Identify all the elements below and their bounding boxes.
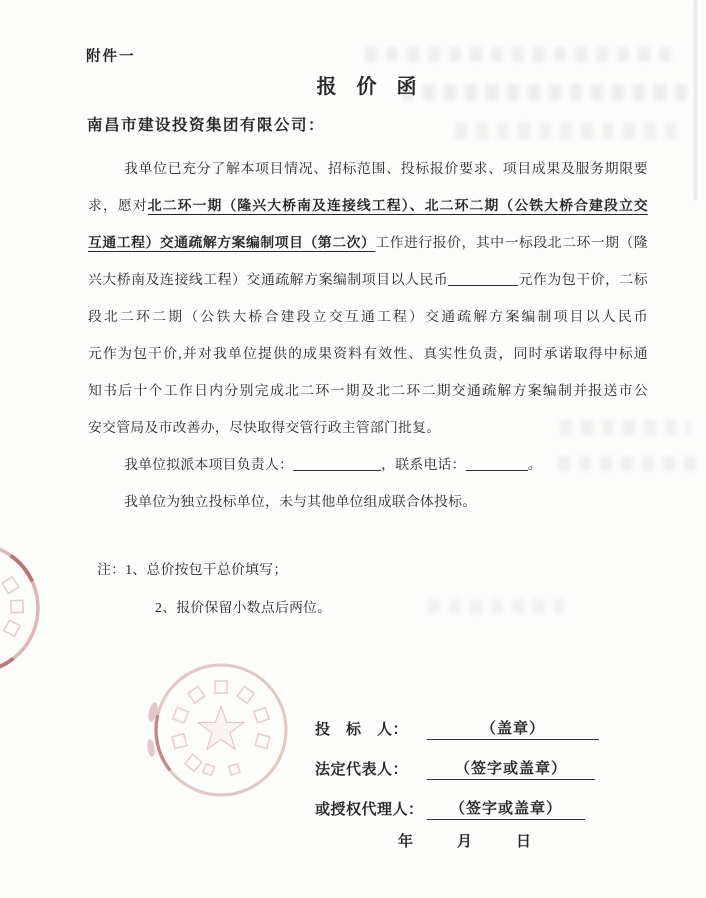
text-segment: ，联系电话： [381, 457, 466, 472]
text-segment: 安交管局及市改善办，尽快取得交管行政主管部门批复。 [88, 420, 441, 435]
bleedthrough-mark [455, 122, 680, 139]
seal-star-icon [198, 706, 244, 749]
date-year-label: 年 [398, 834, 414, 850]
text-line [88, 335, 648, 372]
legal-representative-seal-line: （签字或盖章） [427, 757, 595, 780]
text-segment: 元作为包干价，二标 [518, 272, 649, 287]
recipient-line: 南昌市建设投资集团有限公司： [87, 117, 326, 134]
text-line [88, 446, 648, 483]
fill-in-blank [448, 272, 518, 286]
project-name-emphasized: 北二环一期（隆兴大桥南及连接线工程）、北二环二期（公铁大桥合建段立交 [147, 198, 648, 213]
fill-in-blank [293, 457, 381, 471]
date-month-label: 月 [457, 834, 473, 850]
legal-representative-label: 法定代表人： [315, 762, 409, 778]
signature-block [315, 700, 599, 820]
signature-row-legal-representative [315, 740, 599, 780]
authorized-agent-label: 或授权代理人： [315, 802, 424, 818]
bidder-seal-line: （盖章） [427, 717, 599, 740]
text-line [88, 298, 648, 335]
text-segment: 我单位已充分了解本项目情况、招标范围、投标报价要求、项目成果及服务期限要 [124, 161, 648, 176]
text-line [88, 409, 648, 446]
text-line [88, 261, 648, 298]
authorized-agent-seal-line: （签字或盖章） [427, 797, 585, 820]
text-line [88, 187, 648, 224]
text-line [88, 372, 648, 409]
notes-block [97, 551, 331, 627]
note-line-2: 2、报价保留小数点后两位。 [155, 600, 332, 615]
signature-row-authorized-agent [315, 780, 599, 820]
text-segment: 工作进行报价，其中一标段北二环一期（隆 [375, 235, 649, 250]
text-segment: 求，愿对 [88, 198, 148, 213]
partial-seal-left-edge [0, 518, 64, 698]
text-segment: 元作为包干价,并对我单位提供的成果资料有效性、真实性负责，同时承诺取得中标通 [88, 346, 648, 361]
bleedthrough-mark [428, 599, 563, 614]
round-company-seal [130, 639, 312, 821]
project-name-emphasized: 互通工程）交通疏解方案编制项目（第二次） [88, 235, 376, 250]
text-line [88, 150, 648, 187]
text-line [88, 483, 648, 520]
text-line [88, 224, 648, 261]
note-line-1: 注：1、总价按包干总价填写； [97, 562, 288, 577]
fill-in-blank [466, 457, 528, 471]
signature-row-bidder [315, 700, 599, 740]
text-segment: 段北二环二期（公铁大桥合建段立交互通工程）交通疏解方案编制项目以人民币 [88, 309, 648, 324]
page-title: 报 价 函 [316, 76, 420, 98]
date-day-label: 日 [516, 834, 532, 850]
body-paragraphs [88, 150, 648, 520]
bidder-label: 投 标 人： [315, 722, 409, 738]
text-segment: 兴大桥南及连接线工程）交通疏解方案编制项目以人民币 [88, 272, 449, 287]
text-segment: 知书后十个工作日内分别完成北二环一期及北二环二期交通疏解方案编制并报送市公 [88, 383, 648, 398]
date-line [398, 830, 531, 851]
text-segment: 我单位为独立投标单位，未与其他单位组成联合体投标。 [124, 494, 477, 509]
text-segment: 。 [527, 457, 542, 472]
attachment-label: 附件一 [86, 49, 136, 65]
scan-edge-shadow [694, 0, 697, 200]
text-segment: 我单位拟派本项目负责人： [124, 457, 294, 472]
bleedthrough-mark [365, 47, 675, 62]
